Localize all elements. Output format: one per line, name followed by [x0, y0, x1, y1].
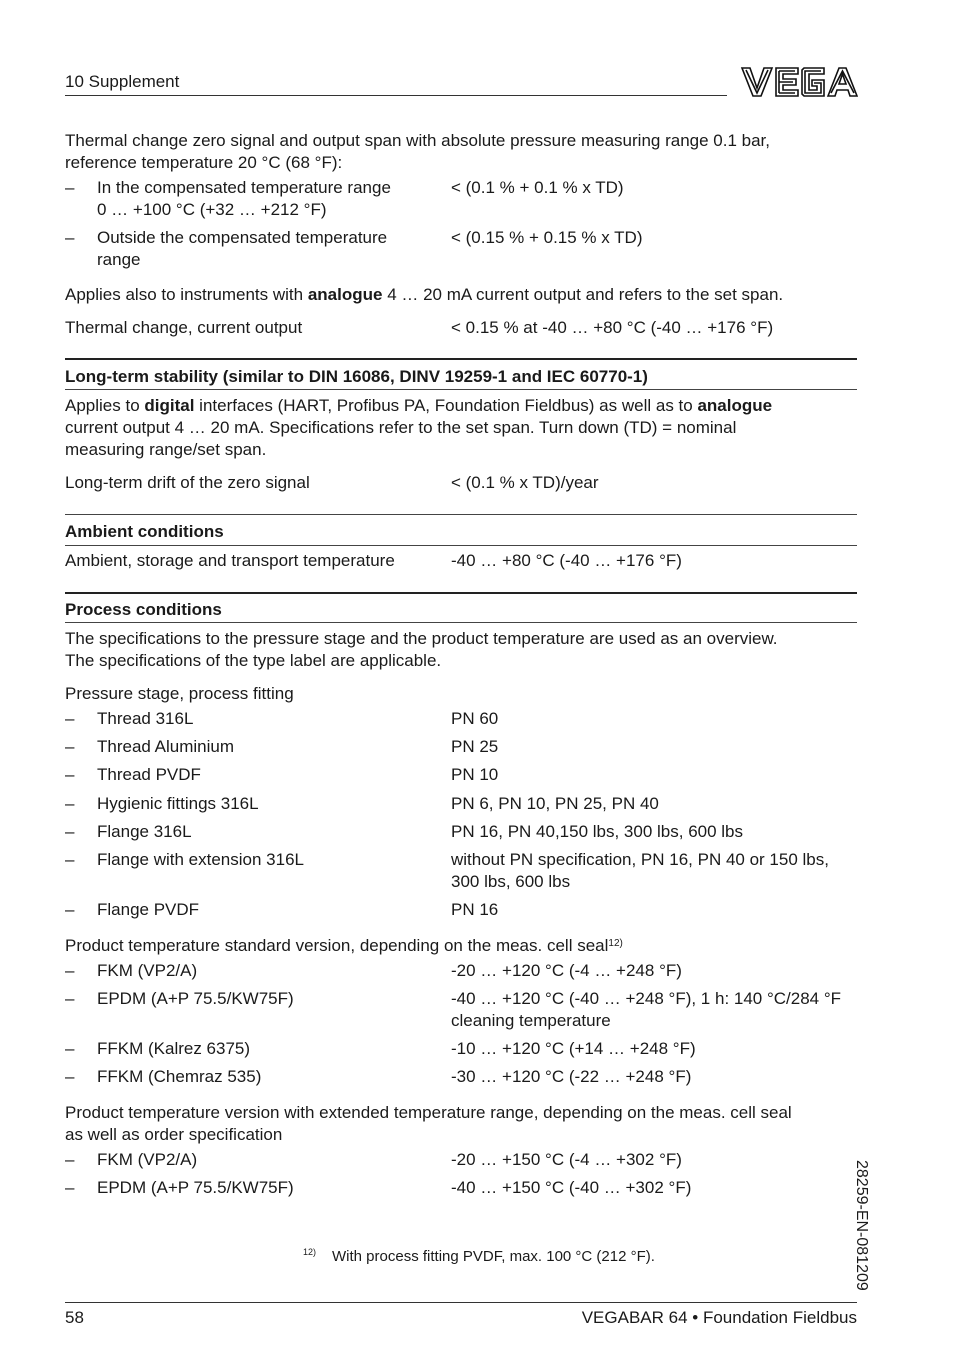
temp-standard-title: [65, 935, 623, 957]
longterm-para-line2: current output 4 … 20 mA. Specifications refer to the set span. Turn down (TD) = nominal: [65, 418, 737, 437]
item-value: PN 16, PN 40,150 lbs, 300 lbs, 600 lbs: [451, 822, 744, 841]
document-code: 28259-EN-081209: [853, 1160, 870, 1291]
section-rule: [65, 514, 857, 515]
process-intro-line1: The specifications to the pressure stage and the product temperature are used as an overview.: [65, 629, 778, 648]
pressure-stage-title: Pressure stage, process fitting: [65, 684, 294, 703]
item-value: PN 10: [451, 765, 499, 784]
para-text: interfaces (HART, Profibus PA, Foundation Fieldbus) as well as to: [194, 396, 698, 415]
item-label: Outside the compensated temperature: [97, 228, 388, 247]
spec-label: Ambient, storage and transport temperature: [65, 551, 395, 570]
note-bold: analogue: [307, 285, 383, 304]
dash-bullet: –: [65, 822, 75, 841]
spec-label: Long-term drift of the zero signal: [65, 473, 310, 492]
item-value: PN 6, PN 10, PN 25, PN 40: [451, 794, 659, 813]
para-bold: analogue: [697, 396, 773, 415]
thermal-intro-line1: Thermal change zero signal and output span with absolute pressure measuring range 0.1 bar,: [65, 131, 770, 150]
section-rule: [65, 358, 857, 360]
dash-bullet: –: [65, 178, 75, 197]
temp-extended-title-line2: as well as order specification: [65, 1125, 283, 1144]
item-value: PN 16: [451, 900, 499, 919]
section-heading-longterm: Long-term stability (similar to DIN 16086, DINV 19259-1 and IEC 60770-1): [65, 367, 648, 386]
section-rule: [65, 592, 857, 594]
note-text: 4 … 20 mA current output and refers to the set span.: [382, 285, 784, 304]
item-label: Flange PVDF: [97, 900, 200, 919]
item-value-cont: cleaning temperature: [451, 1011, 611, 1030]
item-value: < (0.1 % + 0.1 % x TD): [451, 178, 624, 197]
page-number: 58: [65, 1308, 84, 1327]
item-label: FKM (VP2/A): [97, 1150, 198, 1169]
applies-analogue-note: [65, 284, 783, 306]
section-header: 10 Supplement: [65, 72, 180, 91]
item-value: -30 … +120 °C (-22 … +248 °F): [451, 1067, 692, 1086]
process-intro-line2: The specifications of the type label are applicable.: [65, 651, 442, 670]
dash-bullet: –: [65, 1039, 75, 1058]
footnote-ref[interactable]: 12): [608, 938, 623, 949]
title-text: Product temperature standard version, depending on the meas. cell seal: [65, 936, 609, 955]
dash-bullet: –: [65, 850, 75, 869]
footnote: [303, 1248, 655, 1265]
item-label: Thread PVDF: [97, 765, 201, 784]
item-value: -40 … +120 °C (-40 … +248 °F), 1 h: 140 °C/284 °F: [451, 989, 842, 1008]
footer-divider: [65, 1302, 857, 1303]
item-label: Thread 316L: [97, 709, 194, 728]
para-bold: digital: [144, 396, 195, 415]
section-heading-ambient: Ambient conditions: [65, 522, 224, 541]
item-label-cont: range: [97, 250, 141, 269]
item-label: FKM (VP2/A): [97, 961, 198, 980]
dash-bullet: –: [65, 989, 75, 1008]
longterm-para-line3: measuring range/set span.: [65, 440, 267, 459]
document-title: VEGABAR 64 • Foundation Fieldbus: [581, 1308, 857, 1327]
item-label: FFKM (Chemraz 535): [97, 1067, 262, 1086]
dash-bullet: –: [65, 228, 75, 247]
vega-logo: [740, 66, 858, 103]
item-label: Thread Aluminium: [97, 737, 235, 756]
item-value: PN 25: [451, 737, 499, 756]
footnote-text: With process fitting PVDF, max. 100 °C (212 °F).: [332, 1248, 655, 1265]
spec-value: < (0.1 % x TD)/year: [451, 473, 599, 492]
spec-value: < 0.15 % at -40 … +80 °C (-40 … +176 °F): [451, 318, 774, 337]
dash-bullet: –: [65, 765, 75, 784]
section-rule: [65, 545, 857, 546]
item-label: EPDM (A+P 75.5/KW75F): [97, 989, 294, 1008]
dash-bullet: –: [65, 1178, 75, 1197]
dash-bullet: –: [65, 794, 75, 813]
item-label: Flange 316L: [97, 822, 192, 841]
item-label: FFKM (Kalrez 6375): [97, 1039, 251, 1058]
para-text: Applies to: [65, 396, 145, 415]
longterm-para-line1: [65, 395, 772, 417]
item-value: -20 … +150 °C (-4 … +302 °F): [451, 1150, 682, 1169]
dash-bullet: –: [65, 709, 75, 728]
item-value: < (0.15 % + 0.15 % x TD): [451, 228, 643, 247]
section-heading-process: Process conditions: [65, 600, 222, 619]
spec-label: Thermal change, current output: [65, 318, 303, 337]
dash-bullet: –: [65, 1067, 75, 1086]
thermal-intro-line2: reference temperature 20 °C (68 °F):: [65, 153, 343, 172]
item-value: without PN specification, PN 16, PN 40 or 150 lbs,: [451, 850, 829, 869]
dash-bullet: –: [65, 737, 75, 756]
item-label: Flange with extension 316L: [97, 850, 304, 869]
item-label: Hygienic fittings 316L: [97, 794, 259, 813]
note-text: Applies also to instruments with: [65, 285, 308, 304]
item-value: -10 … +120 °C (+14 … +248 °F): [451, 1039, 696, 1058]
temp-extended-title-line1: Product temperature version with extended temperature range, depending on the meas. cell seal: [65, 1103, 792, 1122]
dash-bullet: –: [65, 900, 75, 919]
item-label: In the compensated temperature range: [97, 178, 391, 197]
footnote-mark: 12): [303, 1247, 317, 1257]
item-value-cont: 300 lbs, 600 lbs: [451, 872, 571, 891]
item-value: PN 60: [451, 709, 499, 728]
item-value: -20 … +120 °C (-4 … +248 °F): [451, 961, 682, 980]
item-label: EPDM (A+P 75.5/KW75F): [97, 1178, 294, 1197]
dash-bullet: –: [65, 961, 75, 980]
spec-value: -40 … +80 °C (-40 … +176 °F): [451, 551, 682, 570]
section-rule: [65, 389, 857, 390]
section-rule: [65, 622, 857, 623]
header-divider: [65, 95, 727, 96]
item-label-cont: 0 … +100 °C (+32 … +212 °F): [97, 200, 327, 219]
dash-bullet: –: [65, 1150, 75, 1169]
item-value: -40 … +150 °C (-40 … +302 °F): [451, 1178, 692, 1197]
